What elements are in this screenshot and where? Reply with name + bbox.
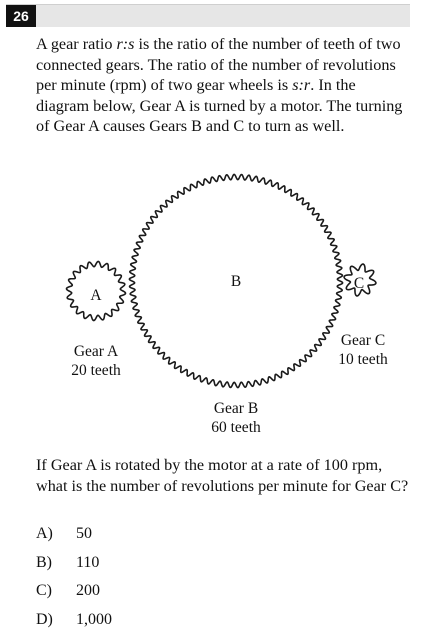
choice-value: 1,000 (76, 611, 112, 628)
ratio-sr: s:r (292, 76, 310, 94)
intro-text-1: A gear ratio (36, 35, 116, 53)
choice-a[interactable] (36, 524, 112, 553)
choice-letter: D) (36, 610, 76, 630)
gear-c-teeth: 10 teeth (338, 351, 388, 368)
choice-d[interactable] (36, 610, 112, 638)
intro-text-2: is the ratio of the number of teeth of two connected gears. The ratio of the number of revolutions per minute (rpm) of two gear wheels is (36, 35, 401, 94)
gear-c-letter: C (354, 275, 364, 292)
ratio-rs: r:s (116, 35, 134, 53)
intro-text-3: . In the diagram below, Gear A is turned by a motor. The turning of Gear A causes Gears B and C to turn as well. (36, 76, 402, 135)
answer-choices (36, 524, 112, 638)
choice-value: 110 (76, 554, 99, 571)
choice-letter: C) (36, 581, 76, 601)
gear-b-name: Gear B (214, 400, 258, 417)
choice-value: 50 (76, 525, 92, 542)
question-prompt: If Gear A is rotated by the motor at a rate of 100 rpm, what is the number of revolutions per minute for Gear C? (36, 455, 410, 496)
choice-letter: A) (36, 524, 76, 544)
gear-a-letter: A (90, 287, 102, 304)
gear-c-name: Gear C (341, 332, 385, 349)
choice-b[interactable] (36, 553, 112, 582)
question-number: 26 (6, 5, 36, 27)
choice-value: 200 (76, 582, 100, 599)
choice-letter: B) (36, 553, 76, 573)
gear-a-teeth: 20 teeth (71, 362, 121, 379)
gear-b-letter: B (231, 273, 241, 290)
choice-c[interactable] (36, 581, 112, 610)
gear-b-teeth: 60 teeth (211, 419, 261, 436)
gear-a-name: Gear A (74, 343, 119, 360)
